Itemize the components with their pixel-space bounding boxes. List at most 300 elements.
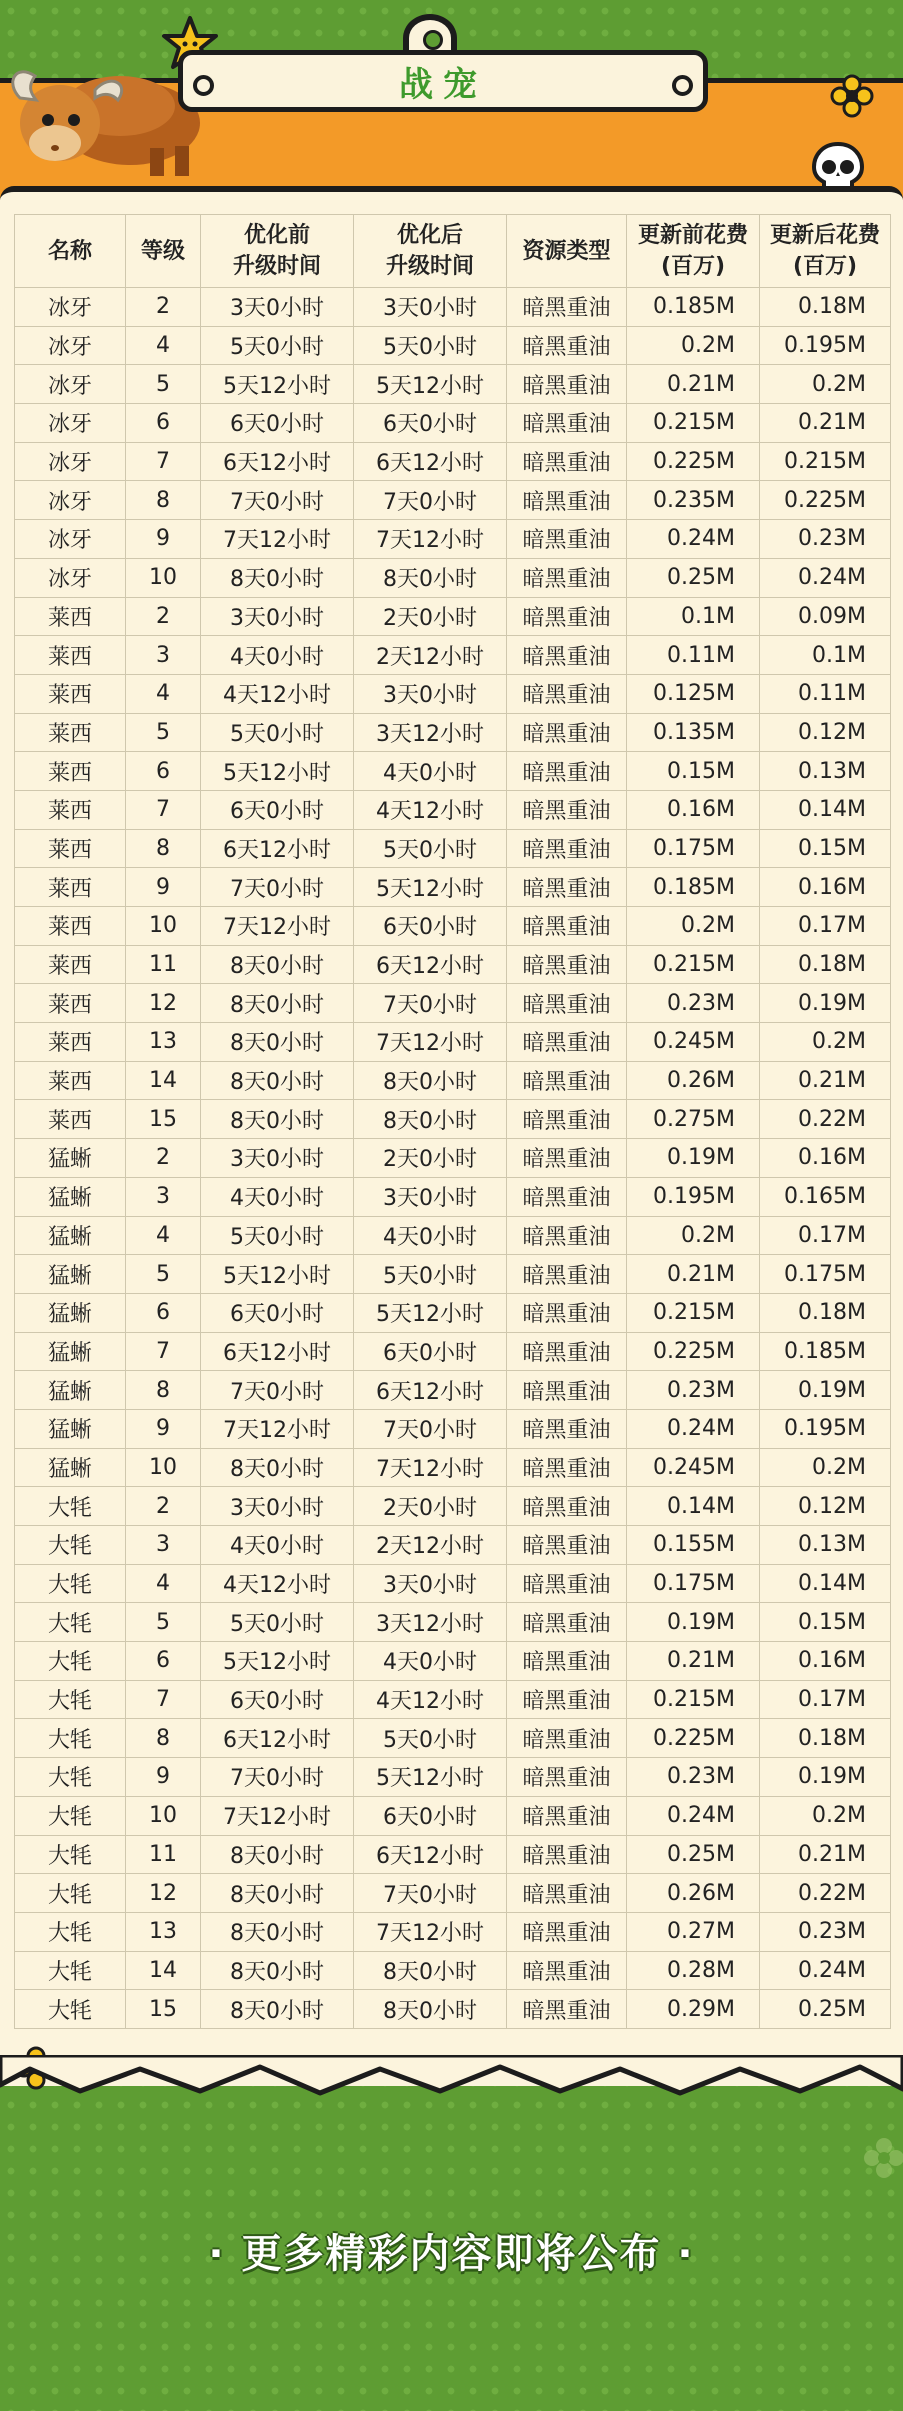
cell-cost-after: 0.185M <box>760 1332 891 1371</box>
cell-level: 7 <box>126 790 201 829</box>
cell-cost-after: 0.22M <box>760 1874 891 1913</box>
cell-time-before: 8天0小时 <box>201 1061 354 1100</box>
flower-icon <box>830 74 874 118</box>
table-row <box>15 1448 891 1487</box>
table-row <box>15 365 891 404</box>
table-row <box>15 481 891 520</box>
cell-cost-before: 0.225M <box>627 442 760 481</box>
cell-name: 莱西 <box>15 597 126 636</box>
cell-level: 8 <box>126 829 201 868</box>
table-row <box>15 752 891 791</box>
table-body <box>15 288 891 2029</box>
cell-time-after: 3天12小时 <box>354 713 507 752</box>
cell-time-before: 7天12小时 <box>201 907 354 946</box>
zigzag-divider <box>0 2055 903 2115</box>
cell-cost-before: 0.245M <box>627 1023 760 1062</box>
cell-time-after: 4天0小时 <box>354 1216 507 1255</box>
cell-time-before: 5天12小时 <box>201 1642 354 1681</box>
cell-cost-before: 0.25M <box>627 558 760 597</box>
cell-cost-before: 0.175M <box>627 1564 760 1603</box>
cell-level: 9 <box>126 520 201 559</box>
cell-name: 莱西 <box>15 984 126 1023</box>
cell-cost-before: 0.29M <box>627 1990 760 2029</box>
cell-name: 大牦 <box>15 1990 126 2029</box>
column-header <box>15 215 126 288</box>
cell-level: 9 <box>126 1409 201 1448</box>
column-header <box>507 215 627 288</box>
cell-name: 莱西 <box>15 636 126 675</box>
cell-cost-after: 0.21M <box>760 1061 891 1100</box>
cell-cost-before: 0.215M <box>627 1293 760 1332</box>
cell-cost-before: 0.26M <box>627 1874 760 1913</box>
cell-name: 大牦 <box>15 1719 126 1758</box>
cell-resource: 暗黑重油 <box>507 1951 627 1990</box>
cell-cost-before: 0.2M <box>627 1216 760 1255</box>
cell-resource: 暗黑重油 <box>507 326 627 365</box>
cell-level: 10 <box>126 1796 201 1835</box>
cell-cost-after: 0.13M <box>760 752 891 791</box>
coming-soon-text: · 更多精彩内容即将公布 · <box>208 2231 695 2277</box>
cell-level: 2 <box>126 597 201 636</box>
cell-cost-after: 0.09M <box>760 597 891 636</box>
cell-level: 5 <box>126 365 201 404</box>
table-row <box>15 1642 891 1681</box>
cell-time-after: 5天0小时 <box>354 1255 507 1294</box>
cell-cost-before: 0.215M <box>627 404 760 443</box>
cell-cost-before: 0.23M <box>627 1758 760 1797</box>
cell-time-before: 8天0小时 <box>201 1835 354 1874</box>
cell-cost-after: 0.215M <box>760 442 891 481</box>
cell-level: 12 <box>126 984 201 1023</box>
cell-resource: 暗黑重油 <box>507 1603 627 1642</box>
cell-time-after: 6天12小时 <box>354 1835 507 1874</box>
cell-level: 7 <box>126 442 201 481</box>
cell-level: 3 <box>126 1526 201 1565</box>
cell-name: 大牦 <box>15 1835 126 1874</box>
cell-level: 13 <box>126 1023 201 1062</box>
cell-name: 猛蜥 <box>15 1371 126 1410</box>
cell-cost-before: 0.185M <box>627 288 760 327</box>
column-header <box>201 215 354 288</box>
column-header-label: 名称 <box>47 238 92 264</box>
cell-time-before: 6天12小时 <box>201 829 354 868</box>
table-row <box>15 1293 891 1332</box>
cell-time-before: 8天0小时 <box>201 1951 354 1990</box>
cell-time-after: 8天0小时 <box>354 1100 507 1139</box>
cell-cost-after: 0.18M <box>760 945 891 984</box>
cell-cost-after: 0.22M <box>760 1100 891 1139</box>
cell-cost-before: 0.24M <box>627 520 760 559</box>
table-row <box>15 1526 891 1565</box>
cell-cost-before: 0.125M <box>627 674 760 713</box>
cell-name: 大牦 <box>15 1526 126 1565</box>
cell-cost-after: 0.19M <box>760 1758 891 1797</box>
table-row <box>15 558 891 597</box>
cell-time-before: 5天12小时 <box>201 365 354 404</box>
cell-level: 6 <box>126 404 201 443</box>
cell-level: 15 <box>126 1100 201 1139</box>
cell-name: 冰牙 <box>15 481 126 520</box>
cell-name: 冰牙 <box>15 288 126 327</box>
cell-cost-after: 0.19M <box>760 1371 891 1410</box>
cell-name: 莱西 <box>15 945 126 984</box>
cell-cost-after: 0.195M <box>760 326 891 365</box>
cell-level: 5 <box>126 1603 201 1642</box>
cell-name: 猛蜥 <box>15 1139 126 1178</box>
table-row <box>15 984 891 1023</box>
cell-time-before: 8天0小时 <box>201 1874 354 1913</box>
table-row <box>15 288 891 327</box>
cell-resource: 暗黑重油 <box>507 1564 627 1603</box>
cell-time-after: 2天0小时 <box>354 597 507 636</box>
cell-cost-after: 0.13M <box>760 1526 891 1565</box>
cell-time-before: 8天0小时 <box>201 1990 354 2029</box>
cell-time-before: 3天0小时 <box>201 597 354 636</box>
cell-time-before: 6天0小时 <box>201 790 354 829</box>
cell-resource: 暗黑重油 <box>507 984 627 1023</box>
cell-cost-after: 0.18M <box>760 1719 891 1758</box>
cell-time-after: 5天0小时 <box>354 1719 507 1758</box>
cell-name: 大牦 <box>15 1603 126 1642</box>
table-row <box>15 1139 891 1178</box>
cell-time-after: 6天12小时 <box>354 1371 507 1410</box>
cell-cost-after: 0.2M <box>760 365 891 404</box>
pet-upgrade-table <box>14 214 891 2029</box>
table-row <box>15 868 891 907</box>
cell-cost-after: 0.12M <box>760 1487 891 1526</box>
cell-time-before: 8天0小时 <box>201 984 354 1023</box>
cell-level: 3 <box>126 636 201 675</box>
table-row <box>15 1564 891 1603</box>
cell-name: 冰牙 <box>15 404 126 443</box>
cell-level: 7 <box>126 1680 201 1719</box>
cell-time-after: 8天0小时 <box>354 1951 507 1990</box>
cell-time-after: 5天0小时 <box>354 829 507 868</box>
column-header-sublabel: (百万) <box>660 254 726 279</box>
cell-name: 猛蜥 <box>15 1255 126 1294</box>
cell-time-after: 4天0小时 <box>354 752 507 791</box>
cell-level: 8 <box>126 1371 201 1410</box>
cell-level: 2 <box>126 1139 201 1178</box>
cell-name: 莱西 <box>15 1100 126 1139</box>
cell-name: 大牦 <box>15 1796 126 1835</box>
cell-resource: 暗黑重油 <box>507 1023 627 1062</box>
cell-resource: 暗黑重油 <box>507 520 627 559</box>
column-header-label: 等级 <box>140 238 185 264</box>
column-header-sublabel: 升级时间 <box>232 254 321 279</box>
cell-cost-after: 0.18M <box>760 288 891 327</box>
cell-resource: 暗黑重油 <box>507 945 627 984</box>
cell-resource: 暗黑重油 <box>507 1642 627 1681</box>
cell-time-after: 7天12小时 <box>354 1448 507 1487</box>
cell-time-before: 8天0小时 <box>201 558 354 597</box>
cell-time-after: 5天0小时 <box>354 326 507 365</box>
cell-time-before: 7天12小时 <box>201 1796 354 1835</box>
cell-time-before: 7天0小时 <box>201 868 354 907</box>
table-row <box>15 1332 891 1371</box>
cell-time-after: 7天0小时 <box>354 481 507 520</box>
column-header-label: 更新后花费 <box>769 223 880 248</box>
cell-name: 猛蜥 <box>15 1177 126 1216</box>
cell-time-after: 7天0小时 <box>354 984 507 1023</box>
cell-level: 5 <box>126 1255 201 1294</box>
cell-resource: 暗黑重油 <box>507 1371 627 1410</box>
cell-time-after: 7天12小时 <box>354 1023 507 1062</box>
cell-time-after: 4天12小时 <box>354 790 507 829</box>
cell-cost-after: 0.17M <box>760 1216 891 1255</box>
cell-name: 大牦 <box>15 1564 126 1603</box>
cell-time-before: 6天12小时 <box>201 1719 354 1758</box>
cell-time-before: 7天0小时 <box>201 481 354 520</box>
cell-time-before: 7天0小时 <box>201 1371 354 1410</box>
cell-resource: 暗黑重油 <box>507 907 627 946</box>
column-header-label: 优化后 <box>396 223 463 248</box>
cell-cost-after: 0.25M <box>760 1990 891 2029</box>
cell-cost-after: 0.2M <box>760 1796 891 1835</box>
table-row <box>15 713 891 752</box>
cell-resource: 暗黑重油 <box>507 1835 627 1874</box>
cell-time-after: 3天0小时 <box>354 1177 507 1216</box>
column-header <box>126 215 201 288</box>
cell-time-after: 6天12小时 <box>354 945 507 984</box>
cell-time-before: 8天0小时 <box>201 1912 354 1951</box>
cell-name: 大牦 <box>15 1758 126 1797</box>
cell-resource: 暗黑重油 <box>507 868 627 907</box>
cell-time-after: 3天0小时 <box>354 288 507 327</box>
cell-name: 莱西 <box>15 752 126 791</box>
cell-level: 6 <box>126 1293 201 1332</box>
cell-resource: 暗黑重油 <box>507 674 627 713</box>
cell-name: 冰牙 <box>15 520 126 559</box>
cell-name: 大牦 <box>15 1642 126 1681</box>
cell-resource: 暗黑重油 <box>507 1061 627 1100</box>
cell-name: 大牦 <box>15 1680 126 1719</box>
cell-level: 5 <box>126 713 201 752</box>
cell-cost-before: 0.225M <box>627 1332 760 1371</box>
table-row <box>15 520 891 559</box>
cell-resource: 暗黑重油 <box>507 1526 627 1565</box>
table-row <box>15 1990 891 2029</box>
cell-name: 大牦 <box>15 1951 126 1990</box>
cell-cost-before: 0.26M <box>627 1061 760 1100</box>
cell-cost-after: 0.15M <box>760 829 891 868</box>
table-row <box>15 404 891 443</box>
table-row <box>15 1023 891 1062</box>
cell-time-before: 5天12小时 <box>201 1255 354 1294</box>
cell-cost-before: 0.23M <box>627 984 760 1023</box>
cell-time-after: 3天12小时 <box>354 1603 507 1642</box>
cell-level: 3 <box>126 1177 201 1216</box>
cell-level: 14 <box>126 1951 201 1990</box>
cell-cost-before: 0.19M <box>627 1603 760 1642</box>
table-row <box>15 1487 891 1526</box>
cell-cost-before: 0.195M <box>627 1177 760 1216</box>
cell-name: 猛蜥 <box>15 1216 126 1255</box>
cell-resource: 暗黑重油 <box>507 1990 627 2029</box>
cell-time-after: 2天12小时 <box>354 1526 507 1565</box>
table-row <box>15 1912 891 1951</box>
cell-level: 9 <box>126 868 201 907</box>
cell-cost-after: 0.16M <box>760 1642 891 1681</box>
cell-cost-after: 0.24M <box>760 1951 891 1990</box>
cell-level: 9 <box>126 1758 201 1797</box>
cell-resource: 暗黑重油 <box>507 1758 627 1797</box>
cell-cost-after: 0.225M <box>760 481 891 520</box>
cell-time-before: 4天0小时 <box>201 1177 354 1216</box>
cell-resource: 暗黑重油 <box>507 1332 627 1371</box>
cell-name: 冰牙 <box>15 326 126 365</box>
cell-resource: 暗黑重油 <box>507 1293 627 1332</box>
cell-resource: 暗黑重油 <box>507 365 627 404</box>
cell-resource: 暗黑重油 <box>507 1487 627 1526</box>
cell-level: 2 <box>126 1487 201 1526</box>
cell-cost-before: 0.21M <box>627 1255 760 1294</box>
cell-level: 6 <box>126 752 201 791</box>
cell-resource: 暗黑重油 <box>507 1912 627 1951</box>
cell-time-after: 3天0小时 <box>354 674 507 713</box>
cell-name: 大牦 <box>15 1874 126 1913</box>
cell-resource: 暗黑重油 <box>507 404 627 443</box>
cell-time-after: 2天0小时 <box>354 1487 507 1526</box>
cell-name: 莱西 <box>15 829 126 868</box>
cell-cost-before: 0.11M <box>627 636 760 675</box>
cell-level: 14 <box>126 1061 201 1100</box>
cell-time-before: 6天0小时 <box>201 404 354 443</box>
table-row <box>15 945 891 984</box>
table-row <box>15 1835 891 1874</box>
cell-resource: 暗黑重油 <box>507 1719 627 1758</box>
cell-cost-after: 0.21M <box>760 404 891 443</box>
column-header-label: 资源类型 <box>522 238 611 264</box>
cell-cost-after: 0.19M <box>760 984 891 1023</box>
cell-resource: 暗黑重油 <box>507 752 627 791</box>
cell-level: 11 <box>126 1835 201 1874</box>
cell-time-before: 5天0小时 <box>201 1216 354 1255</box>
cell-time-before: 5天0小时 <box>201 713 354 752</box>
cell-time-before: 4天0小时 <box>201 636 354 675</box>
cell-time-before: 8天0小时 <box>201 1023 354 1062</box>
cell-time-after: 7天0小时 <box>354 1874 507 1913</box>
cell-cost-after: 0.1M <box>760 636 891 675</box>
cell-time-before: 5天12小时 <box>201 752 354 791</box>
cell-time-after: 2天12小时 <box>354 636 507 675</box>
cell-cost-before: 0.225M <box>627 1719 760 1758</box>
cell-cost-after: 0.23M <box>760 520 891 559</box>
table-row <box>15 326 891 365</box>
table-row <box>15 1100 891 1139</box>
flower-icon <box>862 2136 903 2180</box>
column-header-label: 优化前 <box>243 223 310 248</box>
cell-cost-before: 0.28M <box>627 1951 760 1990</box>
cell-cost-before: 0.27M <box>627 1912 760 1951</box>
cell-time-before: 6天12小时 <box>201 1332 354 1371</box>
cell-time-after: 4天12小时 <box>354 1680 507 1719</box>
cell-time-after: 7天0小时 <box>354 1409 507 1448</box>
cell-cost-before: 0.235M <box>627 481 760 520</box>
cell-level: 13 <box>126 1912 201 1951</box>
cell-cost-before: 0.135M <box>627 713 760 752</box>
cell-cost-after: 0.17M <box>760 907 891 946</box>
table-row <box>15 790 891 829</box>
cell-cost-before: 0.16M <box>627 790 760 829</box>
cell-resource: 暗黑重油 <box>507 1448 627 1487</box>
cell-time-before: 8天0小时 <box>201 1448 354 1487</box>
cell-time-after: 4天0小时 <box>354 1642 507 1681</box>
cell-level: 4 <box>126 326 201 365</box>
cell-resource: 暗黑重油 <box>507 1100 627 1139</box>
cell-cost-after: 0.16M <box>760 868 891 907</box>
table-row <box>15 1216 891 1255</box>
cell-resource: 暗黑重油 <box>507 1177 627 1216</box>
cell-time-after: 6天0小时 <box>354 907 507 946</box>
table-row <box>15 1680 891 1719</box>
cell-resource: 暗黑重油 <box>507 1139 627 1178</box>
cell-resource: 暗黑重油 <box>507 288 627 327</box>
cell-cost-before: 0.185M <box>627 868 760 907</box>
cell-time-after: 7天12小时 <box>354 1912 507 1951</box>
cell-time-after: 2天0小时 <box>354 1139 507 1178</box>
cell-resource: 暗黑重油 <box>507 1216 627 1255</box>
cell-cost-before: 0.245M <box>627 1448 760 1487</box>
cell-time-before: 4天12小时 <box>201 1564 354 1603</box>
cell-name: 冰牙 <box>15 558 126 597</box>
cell-time-after: 7天12小时 <box>354 520 507 559</box>
cell-cost-before: 0.19M <box>627 1139 760 1178</box>
table-row <box>15 597 891 636</box>
cell-cost-after: 0.2M <box>760 1023 891 1062</box>
column-header <box>627 215 760 288</box>
cell-name: 莱西 <box>15 1023 126 1062</box>
cell-cost-before: 0.24M <box>627 1796 760 1835</box>
cell-name: 猛蜥 <box>15 1293 126 1332</box>
cell-level: 10 <box>126 1448 201 1487</box>
cell-time-after: 6天0小时 <box>354 1796 507 1835</box>
cell-resource: 暗黑重油 <box>507 442 627 481</box>
cell-resource: 暗黑重油 <box>507 636 627 675</box>
cell-level: 8 <box>126 1719 201 1758</box>
table-row <box>15 1061 891 1100</box>
cell-time-before: 4天12小时 <box>201 674 354 713</box>
table-row <box>15 1371 891 1410</box>
column-header-sublabel: 升级时间 <box>385 254 474 279</box>
cell-time-after: 8天0小时 <box>354 1990 507 2029</box>
page-title: 战宠 <box>399 64 487 105</box>
cell-resource: 暗黑重油 <box>507 1874 627 1913</box>
column-header <box>354 215 507 288</box>
cell-name: 大牦 <box>15 1487 126 1526</box>
cell-time-before: 6天0小时 <box>201 1293 354 1332</box>
cell-name: 莱西 <box>15 1061 126 1100</box>
cell-cost-before: 0.24M <box>627 1409 760 1448</box>
cell-name: 莱西 <box>15 868 126 907</box>
cell-cost-before: 0.215M <box>627 945 760 984</box>
cell-level: 10 <box>126 907 201 946</box>
table-row <box>15 674 891 713</box>
cell-cost-after: 0.165M <box>760 1177 891 1216</box>
cell-level: 11 <box>126 945 201 984</box>
cell-name: 莱西 <box>15 907 126 946</box>
cell-cost-after: 0.21M <box>760 1835 891 1874</box>
cell-level: 12 <box>126 1874 201 1913</box>
cell-name: 猛蜥 <box>15 1409 126 1448</box>
cell-time-after: 5天12小时 <box>354 365 507 404</box>
cell-resource: 暗黑重油 <box>507 790 627 829</box>
table-row <box>15 1177 891 1216</box>
cell-cost-before: 0.21M <box>627 1642 760 1681</box>
column-header-sublabel: (百万) <box>792 254 858 279</box>
cell-time-after: 5天12小时 <box>354 1293 507 1332</box>
cell-level: 10 <box>126 558 201 597</box>
